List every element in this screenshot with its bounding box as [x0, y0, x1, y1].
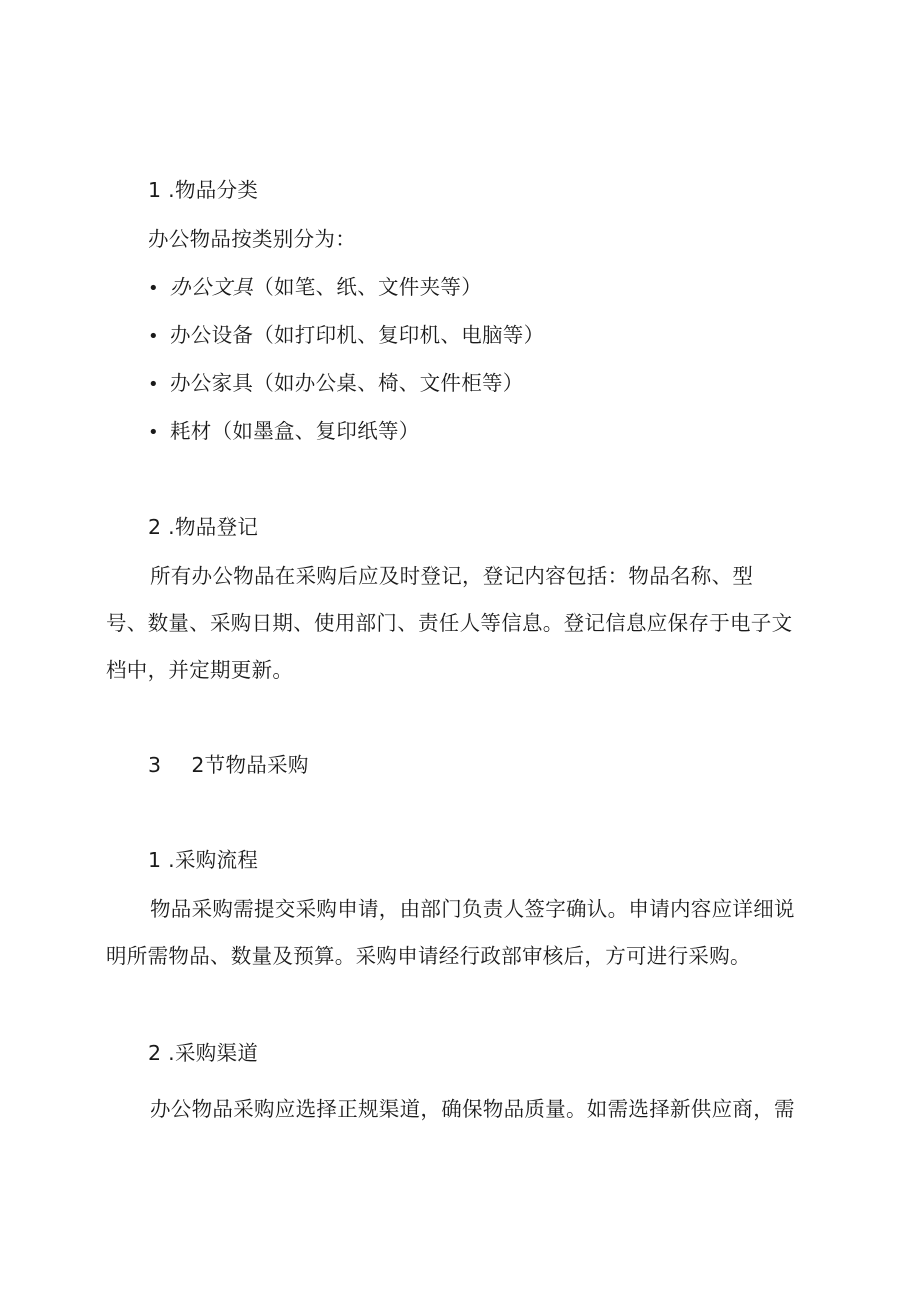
bullet-detail-text: （如墨盒、复印纸等）: [211, 419, 420, 443]
bullet-detail-text: （如打印机、复印机、电脑等）: [253, 323, 545, 347]
bullet-main-text: 办公设备: [170, 323, 254, 347]
paragraph-line: 明所需物品、数量及预算。采购申请经行政部审核后，方可进行采购。: [106, 944, 751, 968]
bullet-icon: •: [148, 278, 159, 299]
bullet-item-equipment: [148, 322, 544, 350]
paragraph-line: 号、数量、采购日期、使用部门、责任人等信息。登记信息应保存于电子文: [106, 611, 793, 635]
chapter-number: 3: [148, 753, 162, 777]
paragraph-line: 办公物品采购应选择正规渠道，确保物品质量。如需选择新供应商，需: [150, 1097, 795, 1121]
bullet-icon: •: [148, 422, 159, 443]
paragraph-intro: 办公物品按类别分为：: [148, 227, 356, 251]
bullet-item-stationery: [148, 274, 482, 302]
bullet-item-furniture: [148, 370, 524, 398]
bullet-detail-text: （如笔、纸、文件夹等）: [253, 275, 483, 299]
bullet-icon: •: [148, 374, 159, 395]
bullet-detail-text: （如办公桌、椅、文件柜等）: [253, 371, 524, 395]
chapter-heading: [148, 752, 309, 778]
bullet-main-text: 办公家具: [170, 371, 254, 395]
bullet-item-consumables: [148, 418, 420, 446]
bullet-main-text: 耗材: [170, 419, 212, 443]
bullet-icon: •: [148, 326, 159, 347]
paragraph-line: 档中，并定期更新。: [106, 658, 294, 682]
section-heading-item-registration: 2 .物品登记: [148, 515, 259, 539]
chapter-title: 2节物品采购: [191, 753, 309, 777]
section-heading-purchase-channel: 2 .采购渠道: [148, 1041, 259, 1065]
section-heading-item-classification: 1 .物品分类: [148, 178, 259, 202]
paragraph-line: 物品采购需提交采购申请，由部门负责人签字确认。申请内容应详细说: [150, 897, 795, 921]
paragraph-line: 所有办公物品在采购后应及时登记，登记内容包括：物品名称、型: [150, 564, 754, 588]
bullet-main-text: 办公文具: [170, 275, 254, 299]
section-heading-purchase-process: 1 .采购流程: [148, 848, 259, 872]
